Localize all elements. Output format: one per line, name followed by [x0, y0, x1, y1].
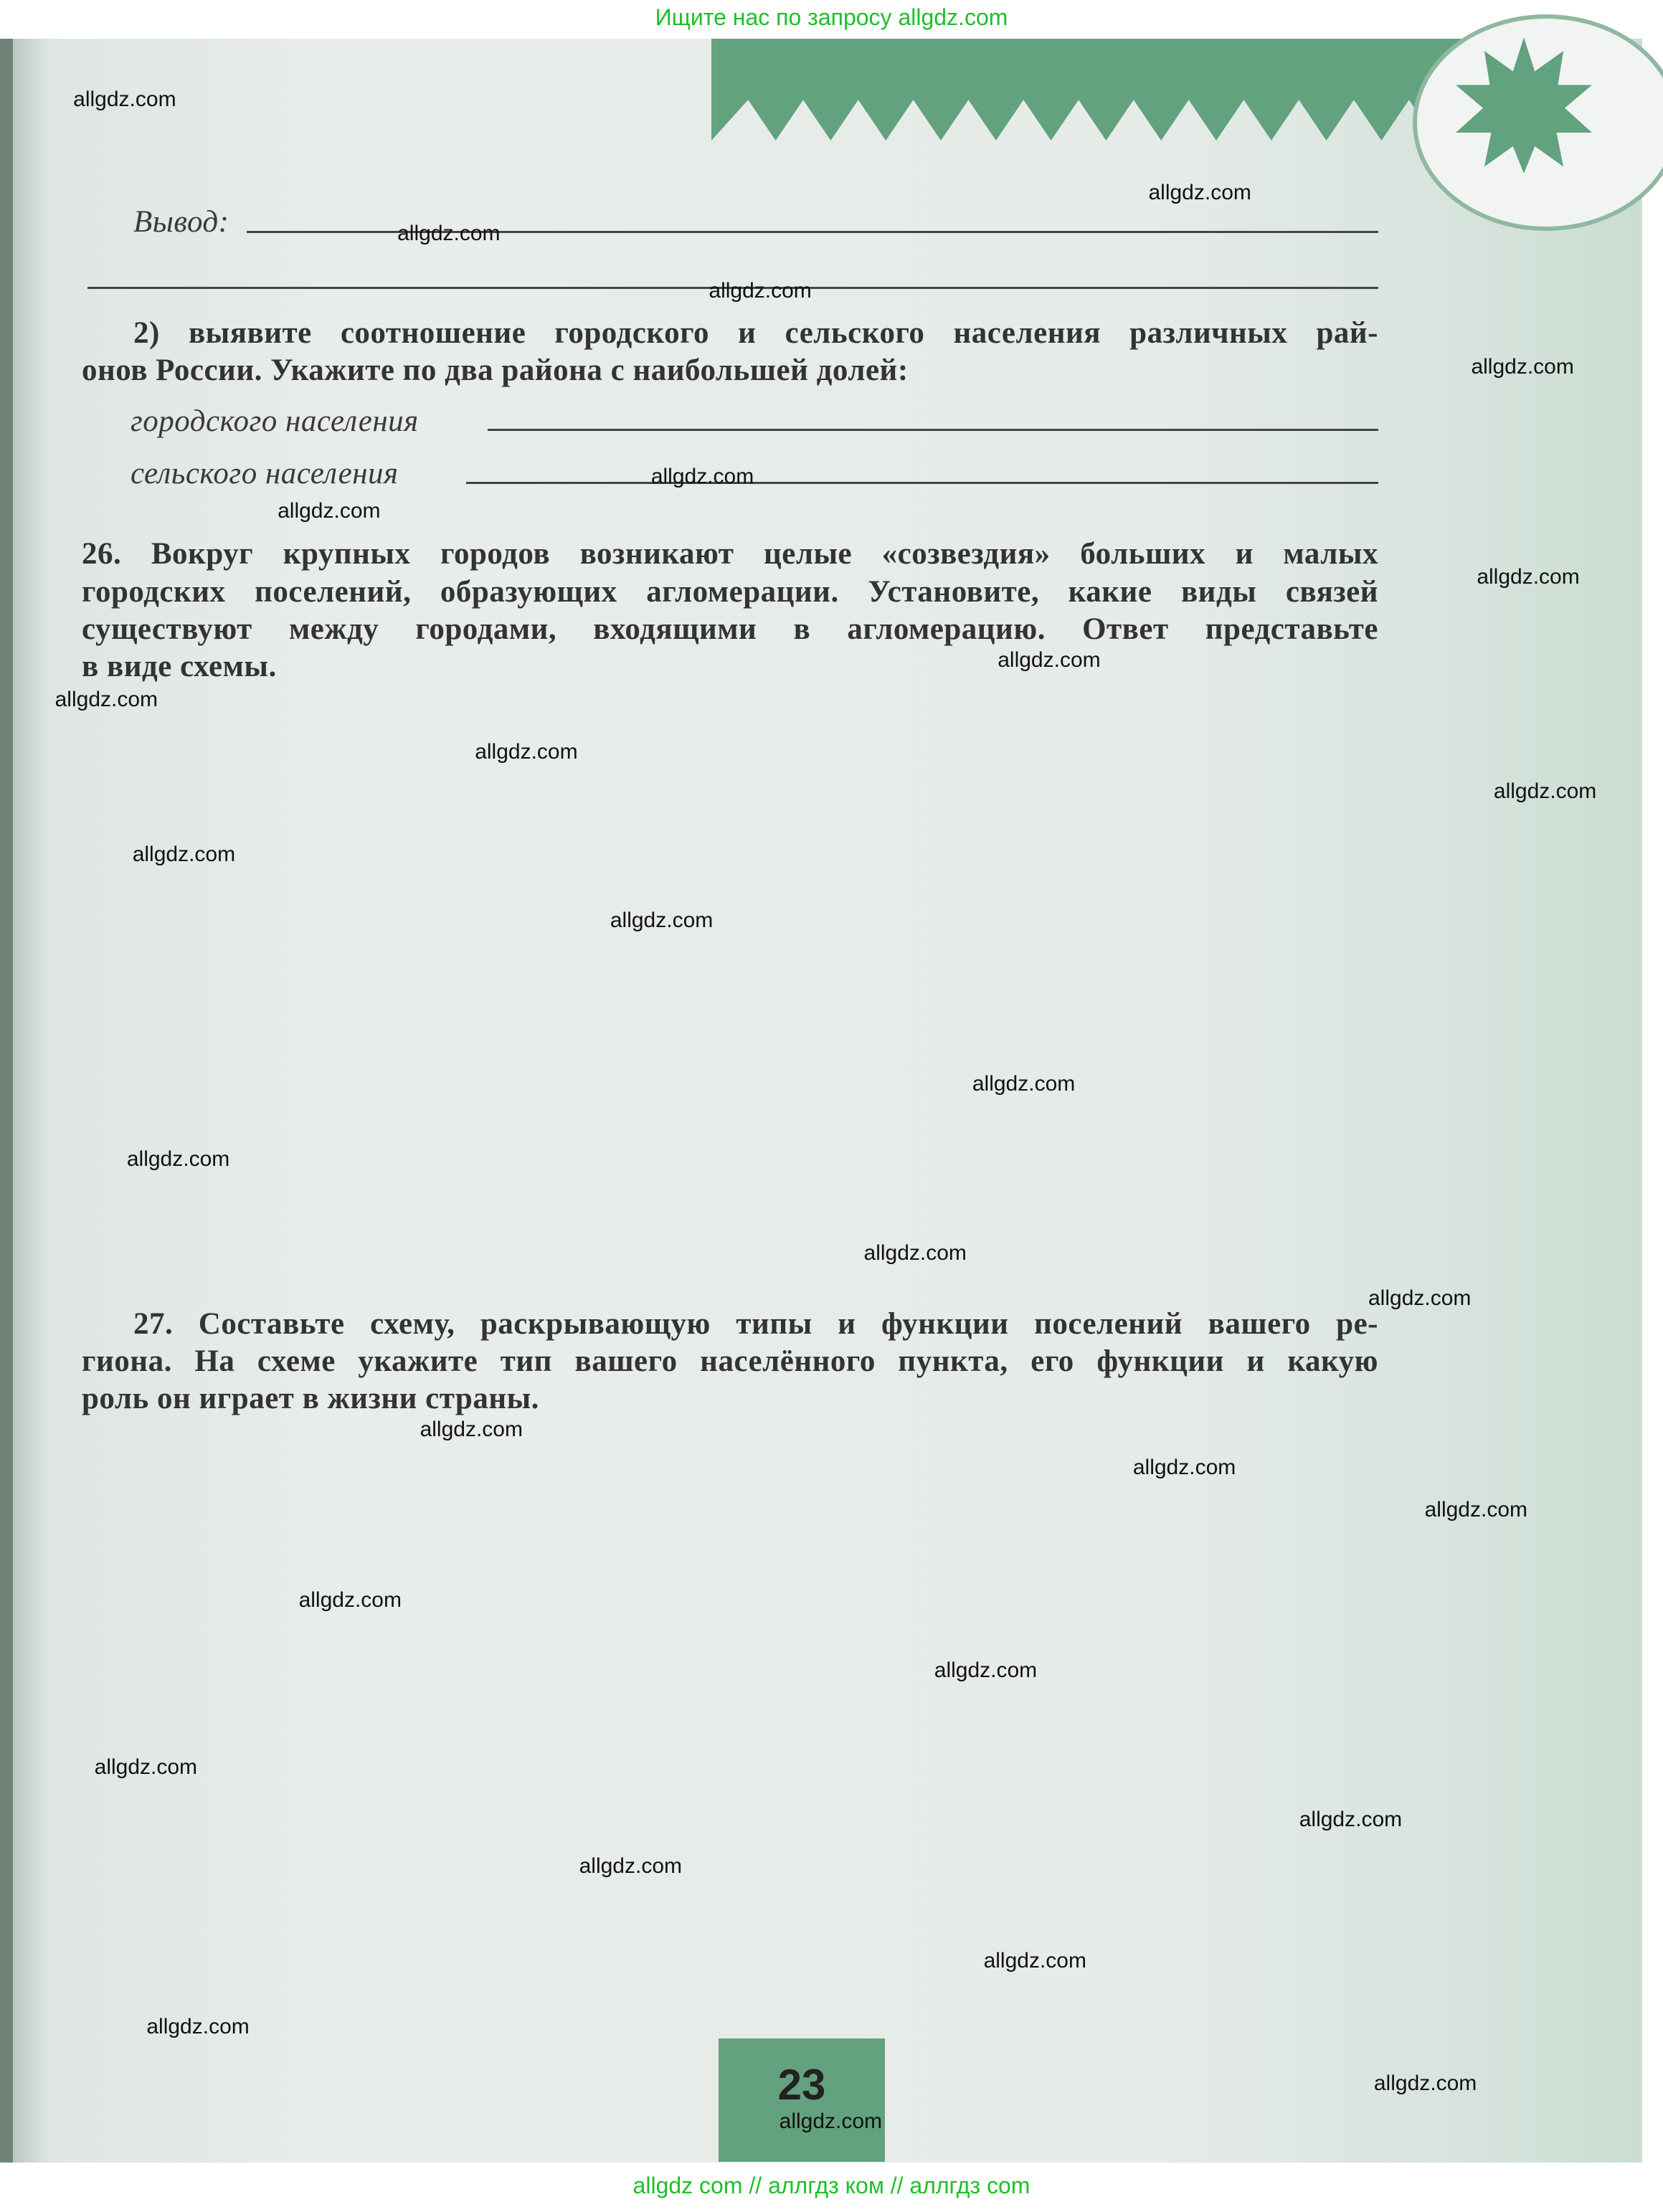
watermark: allgdz.com	[779, 2109, 883, 2133]
watermark: allgdz.com	[1148, 180, 1251, 204]
watermark: allgdz.com	[1471, 355, 1574, 379]
watermark: allgdz.com	[983, 1948, 1086, 1973]
watermark: allgdz.com	[146, 2014, 250, 2038]
search-hint-banner: Ищите нас по запросу allgdz.com	[655, 4, 1008, 30]
watermark: allgdz.com	[1132, 1455, 1236, 1479]
watermark: allgdz.com	[475, 739, 578, 764]
task26-line: городских поселений, образующих агломерации. Установите, какие виды связей	[82, 575, 1378, 609]
task2-line: онов России. Укажите по два района с наибольшей долей:	[82, 353, 909, 387]
watermark: allgdz.com	[298, 1587, 402, 1612]
page-number: 23	[719, 2038, 885, 2162]
watermark: allgdz.com	[579, 1853, 683, 1878]
watermark: allgdz.com	[420, 1417, 523, 1441]
watermark: allgdz.com	[998, 647, 1101, 672]
task2-line: 2) выявите соотношение городского и сельского населения различных рай-	[133, 316, 1378, 350]
watermark: allgdz.com	[1493, 779, 1597, 803]
watermark: allgdz.com	[126, 1147, 230, 1171]
watermark: allgdz.com	[278, 498, 381, 523]
watermark: allgdz.com	[610, 908, 714, 933]
watermark: allgdz.com	[863, 1241, 967, 1266]
conclusion-label: Вывод:	[133, 205, 229, 239]
watermark: allgdz.com	[709, 279, 812, 303]
watermark: allgdz.com	[1424, 1497, 1528, 1522]
watermark: allgdz.com	[397, 221, 501, 245]
urban-answer-line[interactable]	[488, 429, 1378, 431]
watermark: allgdz.com	[94, 1755, 198, 1780]
rural-answer-line[interactable]	[466, 482, 1378, 484]
footer-links: allgdz com // аллгдз ком // аллгдз com	[632, 2173, 1031, 2198]
task27-line: роль он играет в жизни страны.	[82, 1382, 539, 1415]
watermark: allgdz.com	[55, 687, 158, 711]
urban-label: городского населения	[131, 404, 419, 438]
watermark: allgdz.com	[972, 1072, 1076, 1096]
task26-line: 26. Вокруг крупных городов возникают целые «созвездия» больших и малых	[82, 537, 1378, 571]
watermark: allgdz.com	[132, 842, 236, 867]
task27-line: 27. Составьте схему, раскрывающую типы и функции поселений вашего ре-	[133, 1307, 1378, 1341]
watermark: allgdz.com	[934, 1658, 1038, 1682]
task26-line: в виде схемы.	[82, 650, 277, 683]
watermark: allgdz.com	[1368, 1286, 1472, 1311]
rural-label: сельского населения	[131, 457, 399, 490]
task27-line: гиона. На схеме укажите тип вашего населённого пункта, его функции и какую	[82, 1344, 1378, 1378]
watermark: allgdz.com	[1299, 1808, 1403, 1832]
watermark: allgdz.com	[650, 465, 754, 489]
watermark: allgdz.com	[73, 87, 176, 111]
watermark: allgdz.com	[1477, 564, 1580, 589]
task26-line: существуют между городами, входящими в агломерацию. Ответ представьте	[82, 612, 1378, 646]
watermark: allgdz.com	[1373, 2071, 1477, 2095]
